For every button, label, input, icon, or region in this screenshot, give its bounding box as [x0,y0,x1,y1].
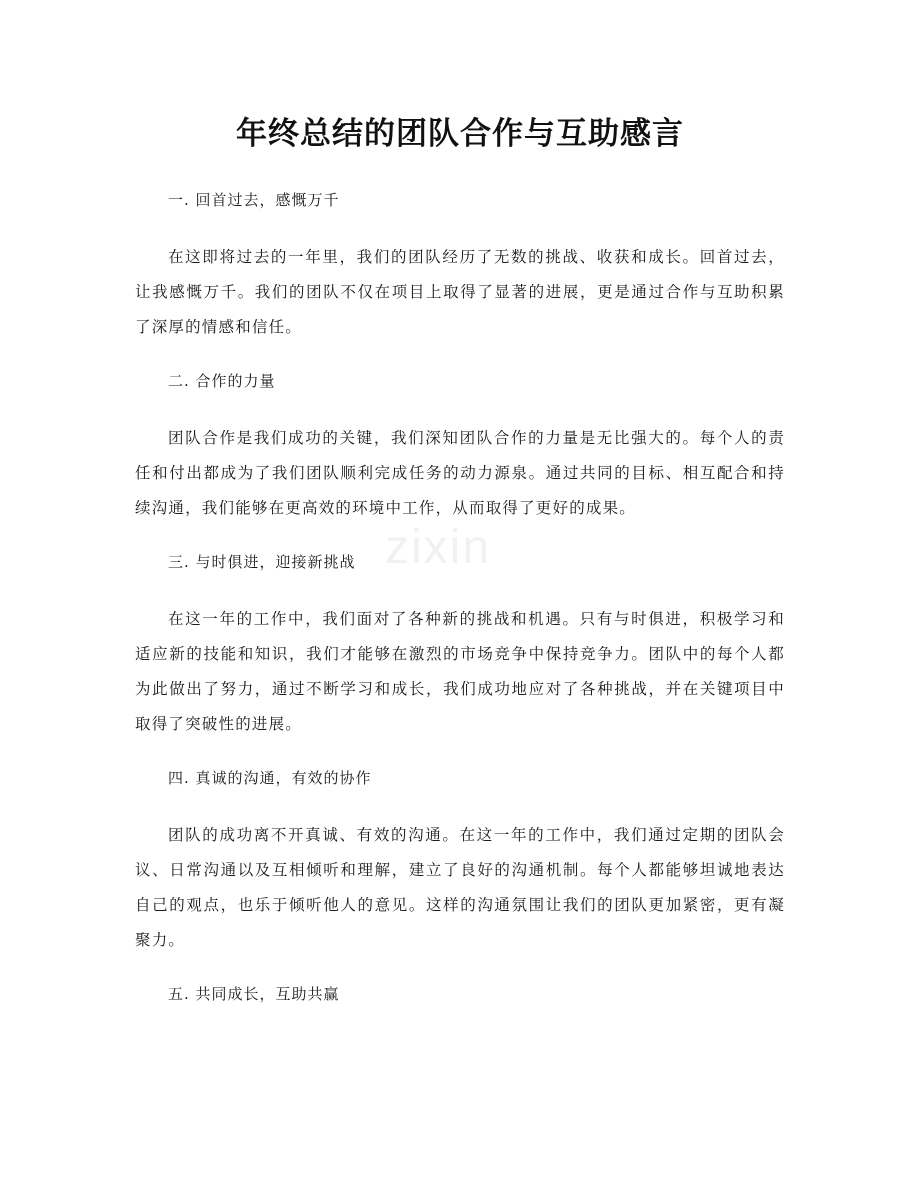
section-paragraph-3: 在这一年的工作中，我们面对了各种新的挑战和机遇。只有与时俱进，积极学习和适应新的技能和知识，我们才能够在激烈的市场竞争中保持竞争力。团队中的每个人都为此做出了努力，通过不断学习和成长，我们成功地应对了各种挑战，并在关键项目中取得了突破性的进展。 [135,610,785,733]
document-body [135,186,785,1034]
section-paragraph-1: 在这即将过去的一年里，我们的团队经历了无数的挑战、收获和成长。回首过去，让我感慨万千。我们的团队不仅在项目上取得了显著的进展，更是通过合作与互助积累了深厚的情感和信任。 [135,248,785,336]
section-heading-2: 二. 合作的力量 [168,372,276,390]
section-paragraph-4: 团队的成功离不开真诚、有效的沟通。在这一年的工作中，我们通过定期的团队会议、日常沟通以及互相倾听和理解，建立了良好的沟通机制。每个人都能够坦诚地表达自己的观点，也乐于倾听他人的意见。这样的沟通氛围让我们的团队更加紧密，更有凝聚力。 [135,826,785,949]
watermark: zixin [385,521,492,574]
section-paragraph-2: 团队合作是我们成功的关键，我们深知团队合作的力量是无比强大的。每个人的责任和付出都成为了我们团队顺利完成任务的动力源泉。通过共同的目标、相互配合和持续沟通，我们能够在更高效的环境中工作，从而取得了更好的成果。 [135,429,785,517]
document-title: 年终总结的团队合作与互助感言 [236,116,684,152]
section-heading-4: 四. 真诚的沟通，有效的协作 [168,769,372,787]
section-heading-5: 五. 共同成长，互助共赢 [168,985,340,1003]
section-heading-3: 三. 与时俱进，迎接新挑战 [168,553,356,571]
section-heading-1: 一. 回首过去，感慨万千 [168,191,340,209]
